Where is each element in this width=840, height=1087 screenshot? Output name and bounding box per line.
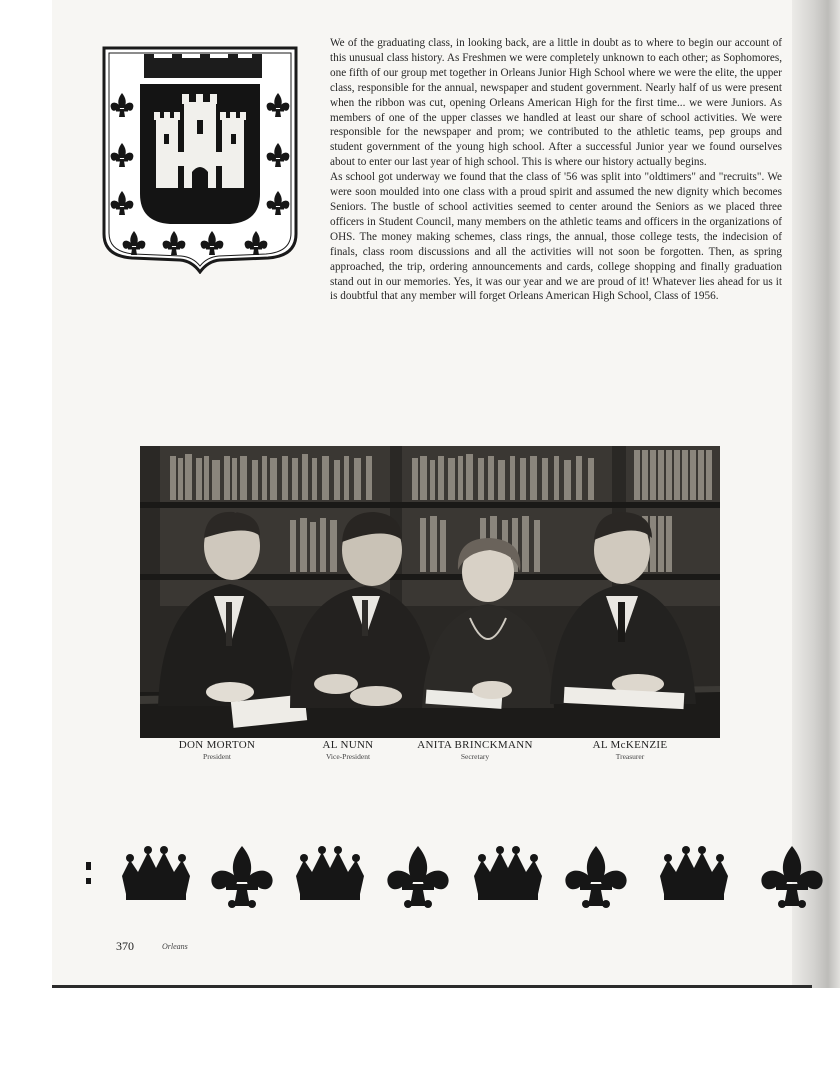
fleur-de-lis-icon [211,846,272,908]
caption-officer-3 [405,739,545,761]
officer-name: DON MORTON [178,739,256,751]
officer-name: AL NUNN [322,739,374,751]
caption-officer-4 [560,739,700,761]
fleur-de-lis-icon [565,846,626,908]
fleur-de-lis-icon [387,846,448,908]
officer-name: AL McKENZIE [592,739,668,751]
class-officers-photo [140,446,720,738]
crown-icon [660,846,728,900]
officer-name: ANITA BRINCKMANN [417,739,533,751]
officer-captions [140,739,720,769]
ornament-border [80,840,840,920]
officer-role: President [203,752,231,761]
crown-icon [296,846,364,900]
officer-role: Vice-President [325,752,371,761]
fleur-de-lis-icon [86,862,91,884]
caption-officer-2 [278,739,418,761]
crown-icon [122,846,190,900]
scan-background [0,988,840,1087]
history-paragraph-2: As school got underway we found that the class of '56 was split into "oldtimers" and "recruits". We were soon moulded into one class with a proud spirit and assumed the new dignity which becomes Seniors. The bustle of school activities seemed to center around the Seniors as we placed three officers in Student Council, many members on the athletic teams and officers in the organizations of OHS. The money making schemes, class rings, the annual, those college tests, the indecision of finals, class room discussions and all the activities will not soon be forgotten. Then, as spring approached, the trip, ordering announcements and cards, college shopping and finally graduation stand out in our memories. Yes, it was our year and we are proud of it! Whatever lies ahead for us it is doubtful that any member will forget Orleans American High School, Class of 1956. [330,171,782,303]
officer-role: Secretary [460,752,490,761]
class-history [330,36,782,304]
crown-icon [474,846,542,900]
caption-officer-1 [147,739,287,761]
history-paragraph-1: We of the graduating class, in looking back, are a little in doubt as to where to begin our account of this unusual class history. As Freshmen we were completely unknown to each other; as Sophomores, one fifth of our group met together in Orleans Junior High School where we were the elite, the upper class, responsible for the annual, newspaper and student government. Nearly half of us were present when the ribbon was cut, opening Orleans American High for the first time... we were Juniors. As members of one of the upper classes we handled at least our share of school activities. We were responsible for the newspaper and prom; we contributed to the athletic teams, pep groups and student government of the young high school. After a successful Junior year we found ourselves about to enter our last year of high school. This is where our history actually begins. [330,37,782,169]
fleur-de-lis-icon [761,846,822,908]
left-margin [0,0,52,988]
officer-role: Treasurer [615,752,645,761]
footer-label: Orleans [162,942,188,951]
castle-crest-icon [100,44,300,274]
page-number: 370 [116,939,134,953]
